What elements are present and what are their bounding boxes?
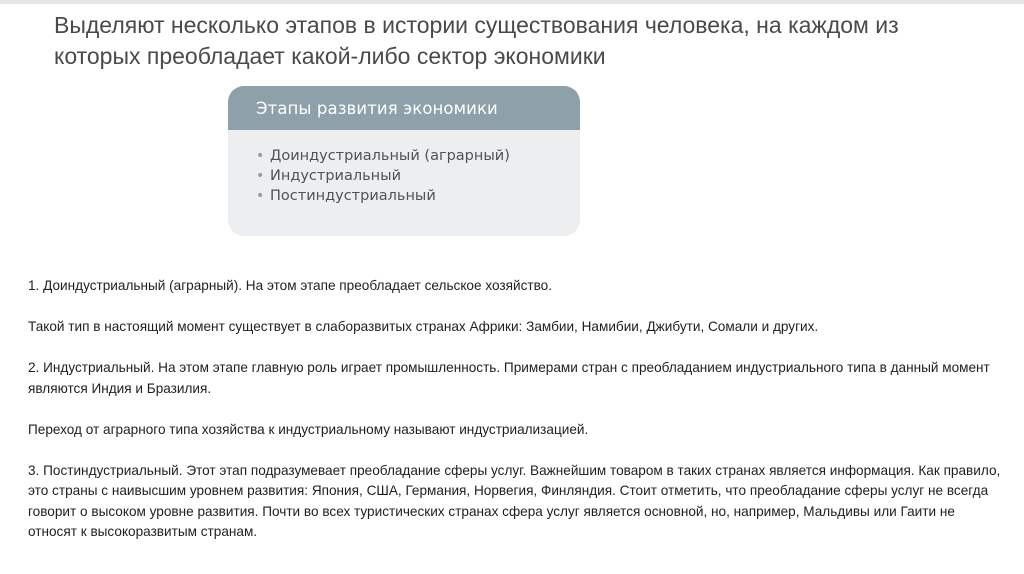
top-divider — [0, 0, 1024, 4]
stage-item-industrial — [256, 166, 580, 186]
paragraph-africa: Такой тип в настоящий момент существует в слаборазвитых странах Африки: Замбии, Намибии, Джибути, Сомали и других. — [28, 319, 819, 334]
stages-list — [228, 130, 580, 206]
paragraph-postindustrial: 3. Постиндустриальный. Этот этап подразумевает преобладание сферы услуг. Важнейшим товаром в таких странах является информация. Как правило, это страны с наивысшим уровнем развития: Япония, США, Германия, Норвегия, Финляндия. Стоит отметить, что преобладание сферы услуг не всегда говорит о высоком уровне развития. Почти во всех туристических странах сфера услуг является основной, но, например, Мальдивы или Гаити не относят к высокоразвитым странам. — [28, 462, 1001, 539]
bullet-icon: • — [256, 188, 265, 204]
slide-title: Выделяют несколько этапов в истории существования человека, на каждом из которых преобладает какой-либо сектор экономики — [54, 12, 899, 69]
bullet-icon: • — [256, 168, 265, 184]
stages-card-title: Этапы развития экономики — [256, 98, 498, 118]
bullet-icon: • — [256, 148, 265, 164]
stages-card — [228, 86, 580, 236]
stages-card-header — [228, 86, 580, 130]
body-text — [28, 276, 1002, 543]
stage-item-label: Индустриальный — [270, 168, 402, 184]
stage-item-label: Постиндустриальный — [270, 188, 436, 204]
stage-item-preindustrial — [256, 146, 580, 166]
paragraph-industrialization: Переход от аграрного типа хозяйства к индустриальному называют индустриализацией. — [28, 421, 589, 437]
stage-item-postindustrial — [256, 186, 580, 206]
paragraph-preindustrial: 1. Доиндустриальный (аграрный). На этом этапе преобладает сельское хозяйство. — [28, 278, 552, 293]
paragraph-industrial: 2. Индустриальный. На этом этапе главную роль играет промышленность. Примерами стран с преобладанием индустриального типа в данный момент являются Индия и Бразилия. — [28, 360, 990, 396]
stage-item-label: Доиндустриальный (аграрный) — [270, 148, 510, 164]
